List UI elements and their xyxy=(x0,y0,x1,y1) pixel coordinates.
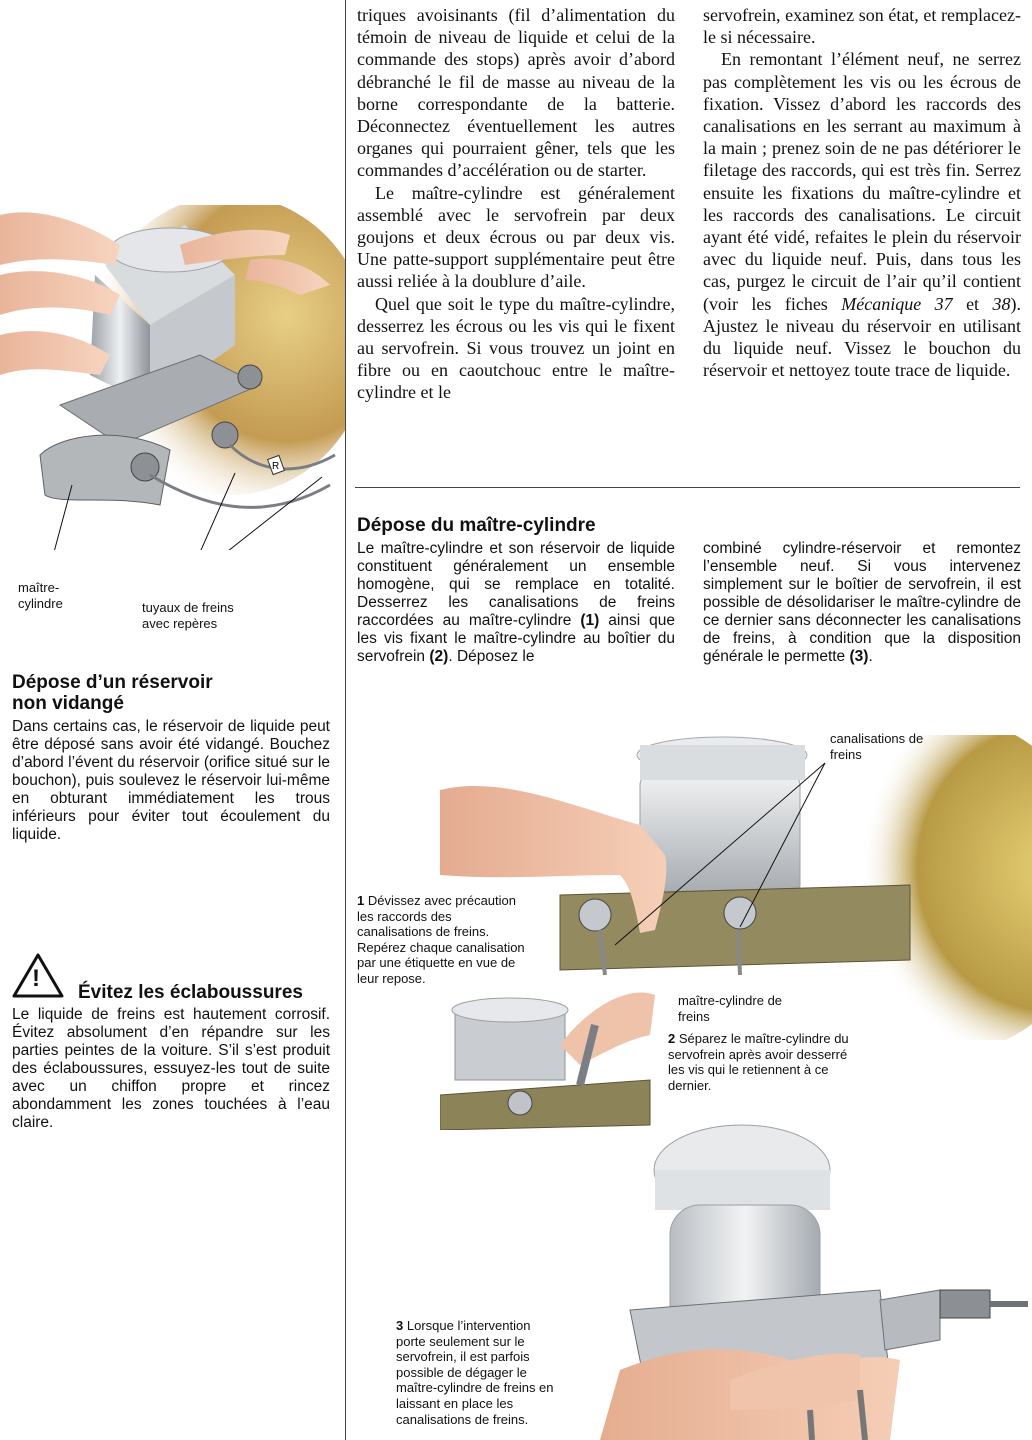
caption-1-text: Dévissez avec précaution les raccords des canalisations de freins. Repérez chaque canalisation par une étiquette en vue de leur repose. xyxy=(357,893,525,986)
warning-icon xyxy=(12,952,64,998)
caption-3-number: 3 xyxy=(396,1318,404,1333)
depose-left-b: ainsi que les vis fixant le maître-cylindre au boîtier du servofrein xyxy=(357,612,675,665)
depose-left-c: . Déposez le xyxy=(448,648,535,665)
column-3-paragraph-2 xyxy=(703,48,1021,381)
reference-mecanique-37: Mécanique 37 xyxy=(841,293,953,314)
column-2-paragraph-1: triques avoisinants (fil d’alimentation du témoin de niveau de liquide et celui de la commande des stops) après avoir d’abord débranché le fil de masse au niveau de la borne correspondante de la batterie. Déconnectez éventuellement les autres organes qui pourraient gêner, tels que les commandes d’accélération ou de starter. xyxy=(357,5,675,181)
cylinder-in-hand-drawing xyxy=(560,1110,1032,1440)
section-title-depose: Dépose du maître-cylindre xyxy=(357,515,596,536)
depose-right-b: . xyxy=(868,648,873,665)
label-brake-pipes: tuyaux de freins avec repères xyxy=(142,600,234,631)
caption-1-number: 1 xyxy=(357,893,365,908)
illustration-cylinder-in-hand xyxy=(560,1110,1032,1440)
column-3-paragraph-2-c: ). Ajustez le niveau du réservoir en utilisant du liquide neuf. Vissez le bouchon du réservoir et nettoyez toute trace de liquide. xyxy=(703,293,1021,381)
reservoir-removal-drawing xyxy=(0,205,345,550)
section-title-reservoir: Dépose d’un réservoir non vidangé xyxy=(12,672,213,714)
column-3-text xyxy=(703,4,1021,381)
caption-3-text: Lorsque l’intervention porte seulement sur le servofrein, il est parfois possible de dégager le maître-cylindre de freins en laissant en place les canalisations de freins. xyxy=(396,1318,554,1427)
caption-2-text: Séparez le maître-cylindre du servofrein après avoir desserré les vis qui le retiennent à ce dernier. xyxy=(668,1031,849,1093)
column-2-text xyxy=(357,4,675,404)
label-brake-lines: canalisations de freins xyxy=(830,731,924,762)
separate-cylinder-drawing xyxy=(440,985,660,1130)
column-rule-left xyxy=(345,0,346,1440)
reference-3: (3) xyxy=(849,648,869,665)
depose-right-a: combiné cylindre-réservoir et remontez l’ensemble neuf. Si vous intervenez simplement sur le boîtier de servofrein, il est possible de désolidariser le maître-cylindre de ce dernier sans déconnecter les canalisations de freins, à condition que la disposition générale le permette xyxy=(703,540,1021,665)
column-2-paragraph-3: Quel que soit le type du maître-cylindre, desserrez les écrous ou les vis qui le fixent au servofrein. Si vous trouvez un joint en fibre ou en caoutchouc entre le maître-cylindre et le xyxy=(357,293,675,403)
section-body-reservoir: Dans certains cas, le réservoir de liquide peut être déposé sans avoir été vidangé. Bouchez d’abord l’évent du réservoir (orifice situé sur le bouchon), puis soulevez le réservoir lui-même en obturant immédiatement les trous inférieurs pour éviter tout écoulement du liquide. xyxy=(12,718,330,843)
column-3-paragraph-1: servofrein, examinez son état, et remplacez-le si nécessaire. xyxy=(703,5,1021,48)
section-body-depose-left xyxy=(357,540,675,666)
caption-2 xyxy=(668,1031,858,1093)
pipe-tag-letter: R xyxy=(272,461,280,472)
section-title-warning: Évitez les éclaboussures xyxy=(78,982,303,1003)
depose-left-a: Le maître-cylindre et son réservoir de liquide constituent généralement un ensemble homogène, qui se remplace en totalité. Desserrez les canalisations de freins raccordées au maître-cylindre xyxy=(357,540,675,629)
column-3-paragraph-2-a: En remontant l’élément neuf, ne serrez pas complètement les vis ou les écrous de fixation. Vissez d’abord les raccords des canalisations en les serrant au maximum à la main ; prenez soin de ne pas détériorer le filetage des raccords, qui est très fin. Serrez ensuite les fixations du maître-cylindre et les raccords des canalisations. Le circuit ayant été vidé, refaites le plein du réservoir avec du liquide neuf. Puis, dans tous les cas, purgez le circuit de l’air qu’il contient (voir les fiches xyxy=(703,49,1021,314)
illustration-reservoir-removal xyxy=(0,205,345,550)
reference-38: 38 xyxy=(992,293,1011,314)
warning-icon-glyph: ! xyxy=(32,965,40,992)
caption-3 xyxy=(396,1318,561,1427)
section-body-warning: Le liquide de freins est hautement corrosif. Évitez absolument d’en répandre sur les parties peintes de la voiture. S’il s’est produit des éclaboussures, essuyez-les tout de suite avec un chiffon propre et rincez abondamment les zones touchées à l’eau claire. xyxy=(12,1006,330,1131)
reference-2: (2) xyxy=(429,648,449,665)
column-3-paragraph-2-and: et xyxy=(952,293,993,314)
illustration-separate-cylinder xyxy=(440,985,660,1130)
section-body-depose-right xyxy=(703,540,1021,666)
label-master-cylinder-brakes: maître-cylindre de freins xyxy=(678,993,783,1024)
column-2-paragraph-2: Le maître-cylindre est généralement assemblé avec le servofrein par deux goujons et deux écrous ou par deux vis. Une patte-support supplémentaire peut être aussi reliée à la doublure d’aile. xyxy=(357,182,675,292)
caption-2-number: 2 xyxy=(668,1031,676,1046)
caption-1 xyxy=(357,893,525,987)
label-master-cylinder: maître-cylindre xyxy=(18,580,63,611)
reference-1: (1) xyxy=(580,612,600,629)
section-rule xyxy=(355,487,1020,488)
